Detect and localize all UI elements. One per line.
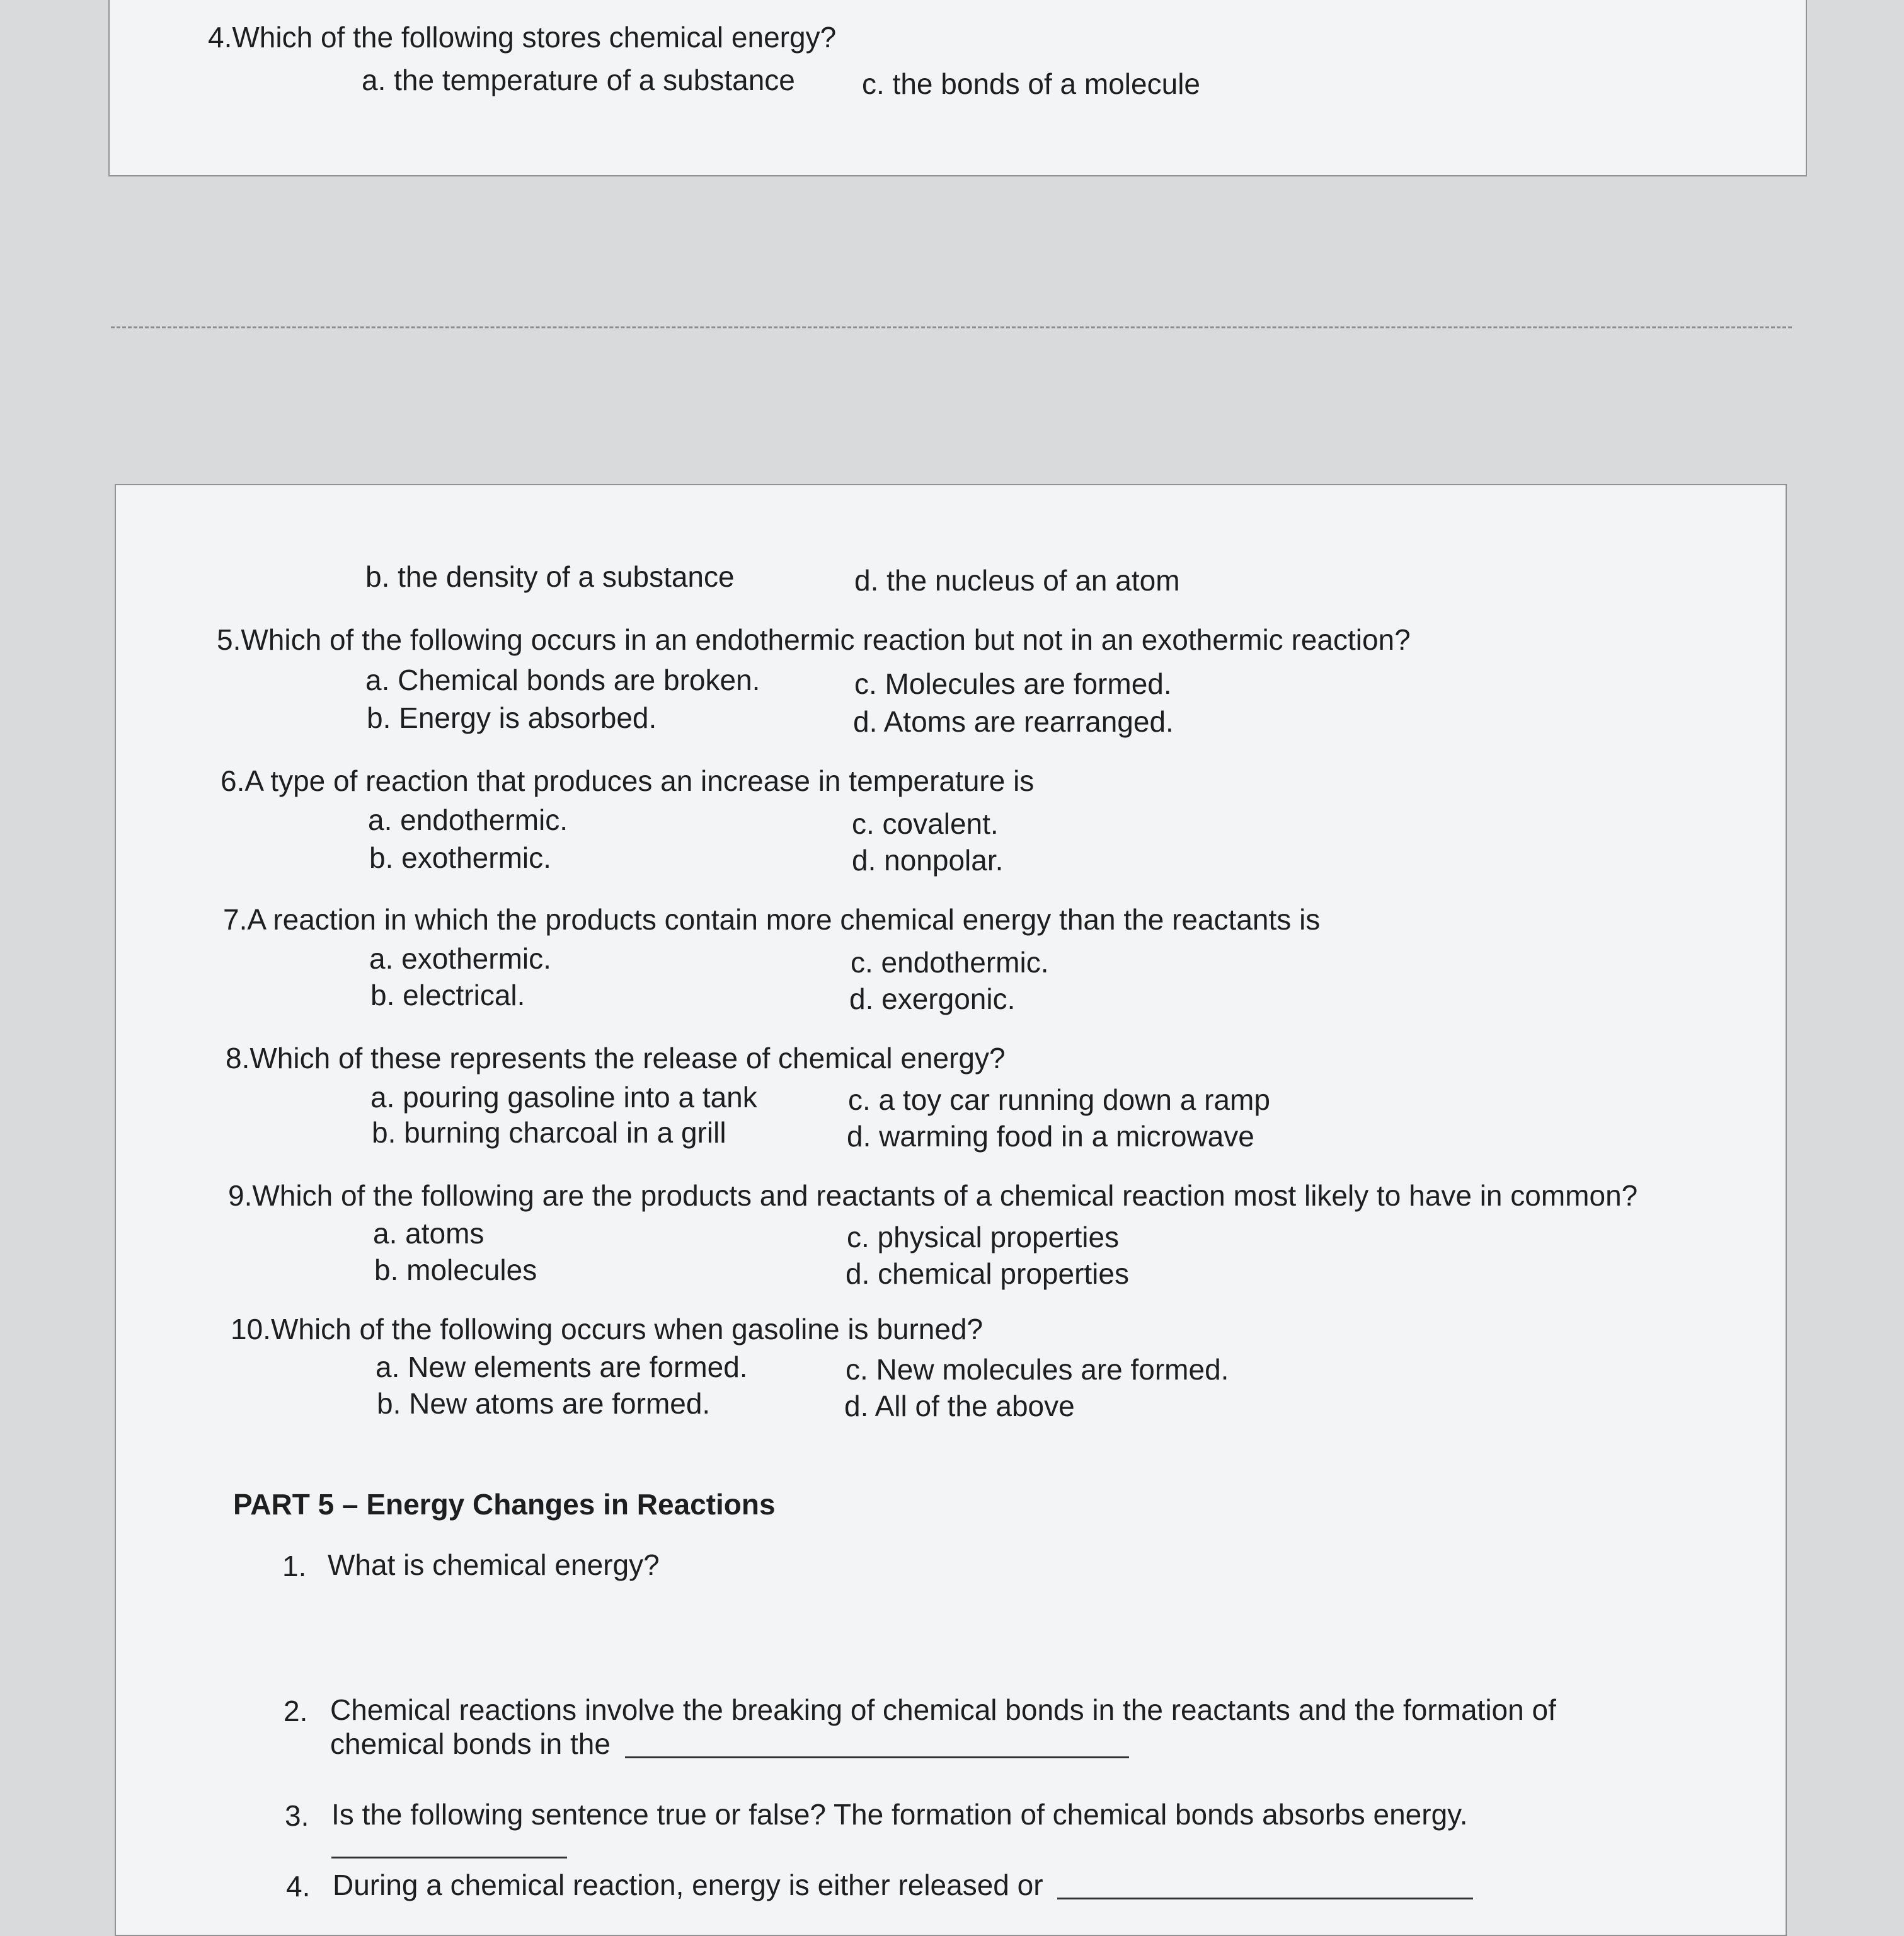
fill-in-blank[interactable]: [1057, 1872, 1473, 1899]
fill-in-blank[interactable]: [625, 1731, 1129, 1758]
answer-option: b. burning charcoal in a grill: [372, 1116, 726, 1149]
answer-option: a. atoms: [373, 1217, 485, 1250]
answer-option: a. exothermic.: [369, 942, 551, 975]
question-stem: 10.Which of the following occurs when gasoline is burned?: [231, 1313, 984, 1345]
answer-option: c. a toy car running down a ramp: [848, 1083, 1270, 1116]
item-number: 1.: [282, 1550, 307, 1582]
answer-option: b. the density of a substance: [365, 560, 735, 593]
answer-option: d. nonpolar.: [852, 844, 1004, 877]
question-stem: 7.A reaction in which the products contain more chemical energy than the reactants is: [223, 903, 1321, 936]
question-stem: 5.Which of the following occurs in an endothermic reaction but not in an exothermic reaction?: [217, 623, 1411, 656]
question-stem: 4.Which of the following stores chemical energy?: [208, 21, 837, 54]
answer-option: c. endothermic.: [851, 946, 1049, 979]
answer-option: a. endothermic.: [368, 804, 568, 836]
answer-option: b. electrical.: [370, 979, 525, 1011]
question-stem: 8.Which of these represents the release of chemical energy?: [226, 1042, 1006, 1075]
answer-option: d. All of the above: [844, 1390, 1075, 1422]
answer-option: b. exothermic.: [369, 841, 551, 874]
answer-option: a. Chemical bonds are broken.: [365, 664, 760, 696]
answer-option: d. exergonic.: [849, 982, 1016, 1015]
question-stem: 9.Which of the following are the products and reactants of a chemical reaction most likely to have in common?: [228, 1179, 1638, 1212]
short-answer-question: [330, 1729, 1129, 1758]
answer-option: a. the temperature of a substance: [362, 64, 795, 96]
answer-option: c. the bonds of a molecule: [862, 67, 1200, 100]
question-stem: 6.A type of reaction that produces an increase in temperature is: [221, 764, 1035, 797]
short-answer-question: [333, 1870, 1473, 1899]
answer-option: c. New molecules are formed.: [846, 1353, 1229, 1386]
answer-option: d. warming food in a microwave: [847, 1120, 1254, 1153]
answer-option: b. New atoms are formed.: [377, 1387, 711, 1420]
section-heading: PART 5 – Energy Changes in Reactions: [233, 1488, 776, 1521]
answer-option: b. molecules: [374, 1253, 537, 1286]
answer-option: c. covalent.: [852, 807, 999, 840]
question-text: During a chemical reaction, energy is either released or: [333, 1869, 1043, 1901]
short-answer-question: What is chemical energy?: [328, 1548, 660, 1581]
answer-option: d. the nucleus of an atom: [854, 564, 1180, 597]
answer-option: a. New elements are formed.: [376, 1351, 748, 1383]
item-number: 3.: [285, 1799, 309, 1832]
short-answer-question: Chemical reactions involve the breaking of chemical bonds in the reactants and the formation of: [330, 1693, 1556, 1726]
fill-in-blank[interactable]: [331, 1857, 567, 1858]
answer-option: b. Energy is absorbed.: [367, 701, 657, 734]
question-text: chemical bonds in the: [330, 1727, 611, 1760]
item-number: 2.: [284, 1695, 308, 1727]
item-number: 4.: [286, 1870, 311, 1903]
short-answer-question: Is the following sentence true or false? The formation of chemical bonds absorbs energy.: [331, 1798, 1468, 1831]
page-separator: [111, 326, 1792, 328]
answer-option: c. Molecules are formed.: [854, 667, 1172, 700]
answer-option: d. Atoms are rearranged.: [853, 705, 1174, 738]
answer-option: a. pouring gasoline into a tank: [370, 1081, 757, 1114]
answer-option: c. physical properties: [847, 1221, 1120, 1253]
answer-option: d. chemical properties: [846, 1257, 1129, 1290]
